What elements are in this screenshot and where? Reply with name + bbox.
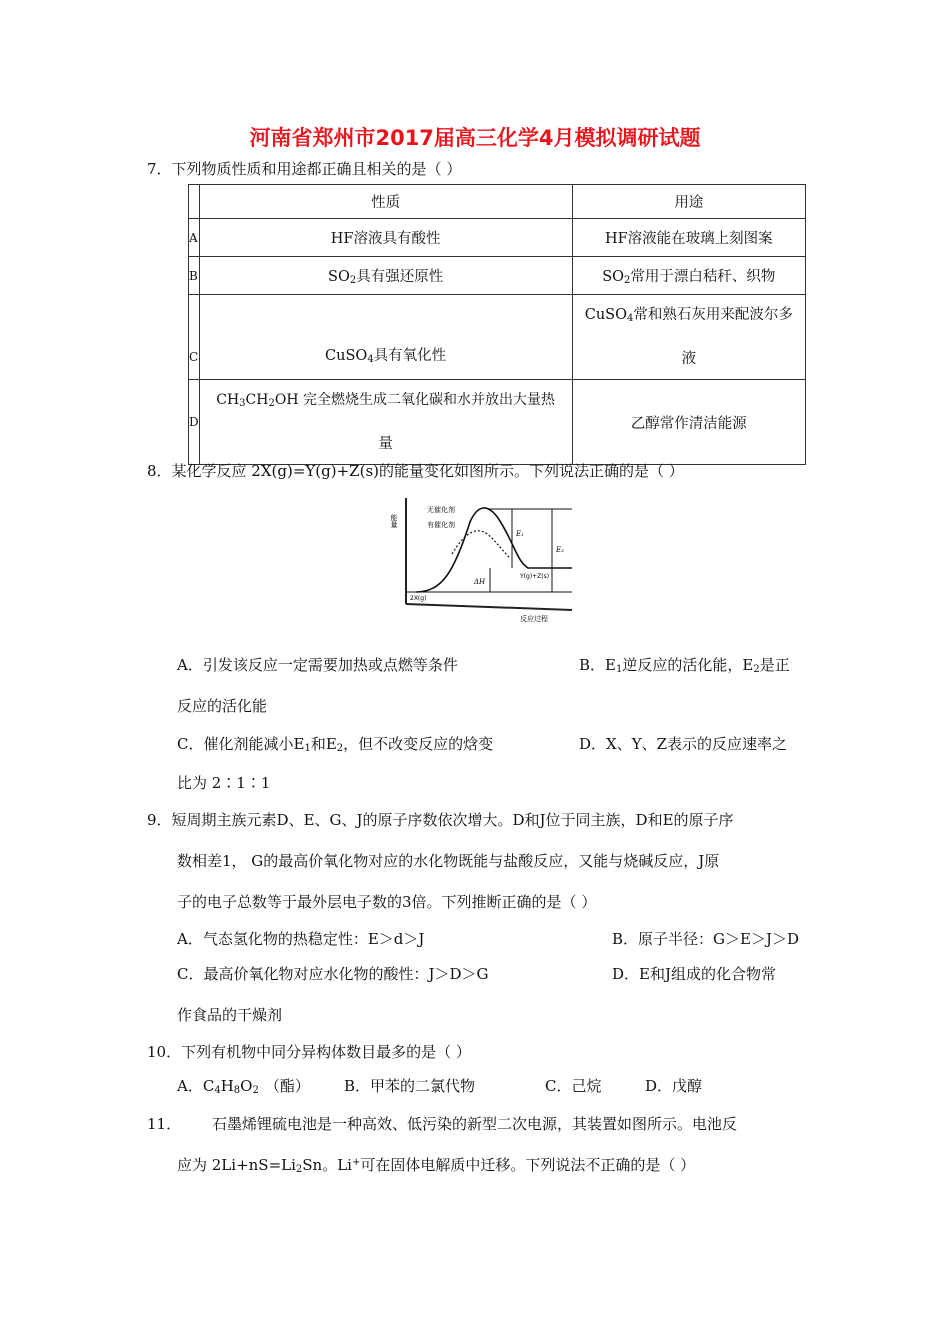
q9-option-b: B．原子半径：G＞E＞J＞D (612, 930, 799, 948)
q11-line-1: 石墨烯锂硫电池是一种高效、低污染的新型二次电源，其装置如图所示。电池反 (212, 1115, 738, 1133)
row-label: B (189, 257, 200, 295)
row-property: CuSO$_4$具有氧化性 (199, 295, 572, 380)
row-label: C (189, 295, 200, 380)
table-row (189, 295, 806, 380)
e2-label: E₂ (556, 546, 564, 554)
q7-table (188, 184, 806, 465)
q9-option-d-cont: 作食品的干燥剂 (177, 1006, 283, 1024)
catalyzed-curve (452, 531, 510, 558)
e1-label: E₁ (516, 530, 524, 538)
q8-option-d-cont: 比为 2∶1∶1 (177, 774, 271, 792)
row-property: HF溶液具有酸性 (199, 219, 572, 257)
uncatalyzed-label: 无催化剂 (427, 506, 455, 514)
q9-line-3: 子的电子总数等于最外层电子数的3倍。下列推断正确的是（ ） (177, 893, 597, 911)
q9-option-c: C．最高价氧化物对应水化物的酸性：J＞D＞G (177, 965, 489, 983)
q10-option-d: D．戊醇 (645, 1077, 703, 1095)
reactant-label: 2X(g) (410, 595, 427, 602)
q8-option-b: B．$E_1$逆反应的活化能，$E_2$是正 (579, 656, 790, 675)
row-use: 乙醇常作清洁能源 (572, 380, 805, 465)
table-header-blank (189, 185, 200, 219)
table-row (189, 257, 806, 295)
table-header-use: 用途 (572, 185, 805, 219)
q8-option-a: A．引发该反应一定需要加热或点燃等条件 (177, 656, 458, 674)
row-property: $CH_3CH_2OH$ 完全燃烧生成二氧化碳和水并放出大量热 量 (199, 380, 572, 465)
row-label: D (189, 380, 200, 465)
table-row (189, 380, 806, 465)
table-header-property: 性质 (199, 185, 572, 219)
row-label: A (189, 219, 200, 257)
page-title: 河南省郑州市2017届高三化学4月模拟调研试题 (249, 126, 701, 150)
dh-label: ΔH (474, 578, 486, 586)
q10-option-b: B．甲苯的二氯代物 (344, 1077, 476, 1095)
product-label: Y(g)+Z(s) (520, 573, 550, 580)
table-row (189, 219, 806, 257)
row-use: HF溶液能在玻璃上刻图案 (572, 219, 805, 257)
row-property: $SO_2$具有强还原性 (199, 257, 572, 295)
row-use: $SO_2$常用于漂白秸秆、织物 (572, 257, 805, 295)
q8-option-b-cont: 反应的活化能 (177, 697, 268, 715)
q9-line-1: 9．短周期主族元素D、E、G、J的原子序数依次增大。D和J位于同主族，D和E的原子序 (147, 811, 734, 829)
q8-stem: 8．某化学反应 2X(g)=Y(g)+Z(s)的能量变化如图所示。下列说法正确的是（ ） (147, 462, 684, 480)
q8-option-d: D．X、Y、Z表示的反应速率之 (579, 735, 788, 753)
q10-stem: 10．下列有机物中同分异构体数目最多的是（ ） (147, 1043, 471, 1061)
q9-option-a: A．气态氢化物的热稳定性：E＞d＞J (177, 930, 425, 948)
x-axis-label: 反应过程 (520, 615, 548, 623)
energy-diagram (392, 492, 582, 624)
q11-line-2: 应为 $2Li+nS=Li_2Sn$。Li+可在固体电解质中迁移。下列说法不正确的是（ ） (177, 1156, 696, 1175)
q11-number: 11． (147, 1115, 182, 1133)
row-use: CuSO$_4$常和熟石灰用来配波尔多 液 (572, 295, 805, 380)
q10-option-c: C．己烷 (545, 1077, 602, 1095)
q7-stem: 7．下列物质性质和用途都正确且相关的是（ ） (147, 160, 462, 178)
q10-option-a: A．$C_4H_8O_2$ （酯） (177, 1077, 310, 1096)
x-axis (406, 604, 572, 610)
catalyzed-label: 有催化剂 (427, 521, 455, 529)
q9-line-2: 数相差1， G的最高价氧化物对应的水化物既能与盐酸反应，又能与烧碱反应，J原 (177, 852, 720, 870)
y-axis-label: 能量 (390, 514, 398, 528)
q9-option-d: D．E和J组成的化合物常 (612, 965, 776, 983)
q8-option-c: C．催化剂能减小$E_1$和$E_2$，但不改变反应的焓变 (177, 735, 494, 754)
